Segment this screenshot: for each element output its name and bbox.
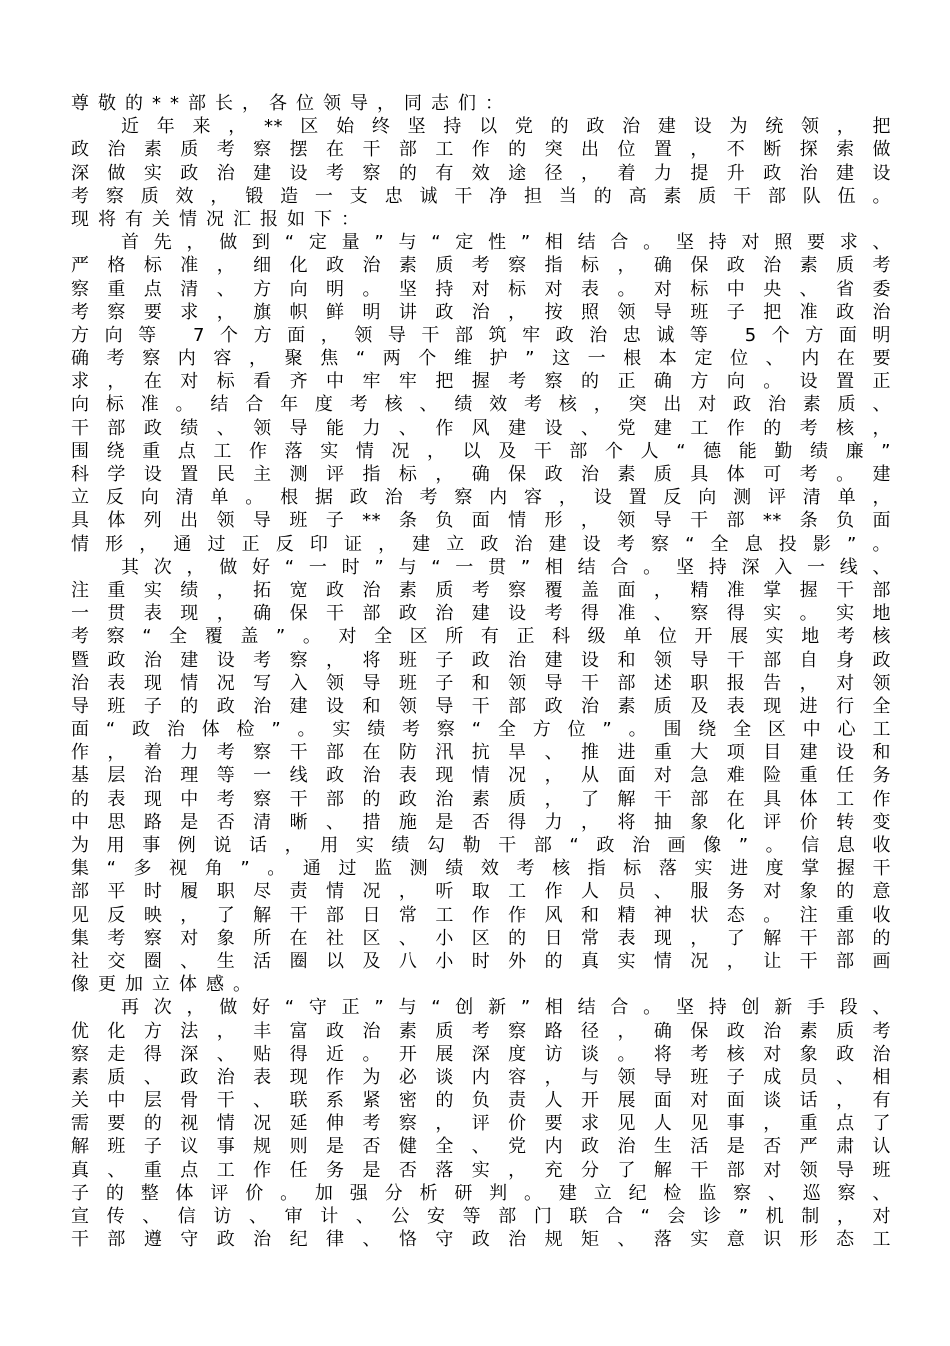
text-line: 确考察内容，聚焦“两个维护”这一根本定位、内在要 <box>71 348 891 370</box>
text-line: 干部遵守政治纪律、恪守政治规矩、落实意识形态工 <box>71 1229 891 1251</box>
text-line: 求，在对标看齐中牢牢把握考察的正确方向。设置正 <box>71 371 891 393</box>
text-line: 向标准。结合年度考核、绩效考核，突出对政治素质、 <box>71 394 891 416</box>
text-line: 关中层骨干、联系紧密的负责人开展面对面谈话，有 <box>71 1090 891 1112</box>
text-line: 集“多视角”。通过监测绩效考核指标落实进度掌握干 <box>71 858 891 880</box>
text-line: 素质、政治表现作为必谈内容，与领导班子成员、相 <box>71 1066 891 1088</box>
text-line: 面“政治体检”。实绩考察“全方位”。围绕全区中心工 <box>71 719 891 741</box>
text-line: 首先，做到“定量”与“定性”相结合。坚持对照要求、 <box>121 232 891 254</box>
text-line: 具体列出领导班子**条负面情形，领导干部**条负面 <box>71 510 891 532</box>
text-line: 再次，做好“守正”与“创新”相结合。坚持创新手段、 <box>121 997 891 1019</box>
text-line: 考察质效，锻造一支忠诚干净担当的高素质干部队伍。 <box>71 185 891 207</box>
text-line: 见反映，了解干部日常工作作风和精神状态。注重收 <box>71 904 891 926</box>
text-line: 集考察对象所在社区、小区的日常表现，了解干部的 <box>71 927 891 949</box>
text-line: 导班子的政治建设和领导干部政治素质及表现进行全 <box>71 695 891 717</box>
text-line: 子的整体评价。加强分析研判。建立纪检监察、巡察、 <box>71 1182 891 1204</box>
text-line: 严格标准，细化政治素质考察指标，确保政治素质考 <box>71 255 891 277</box>
text-line: 作，着力考察干部在防汛抗旱、推进重大项目建设和 <box>71 742 891 764</box>
text-line: 真、重点工作任务是否落实，充分了解干部对领导班 <box>71 1159 891 1181</box>
text-line: 一贯表现，确保干部政治建设考得准、察得实。实地 <box>71 603 891 625</box>
text-line: 暨政治建设考察，将班子政治建设和领导干部自身政 <box>71 649 891 671</box>
text-line: 基层治理等一线政治表现情况，从面对急难险重任务 <box>71 765 891 787</box>
text-line: 像更加立体感。 <box>71 974 260 996</box>
text-line: 解班子议事规则是否健全、党内政治生活是否严肃认 <box>71 1136 891 1158</box>
text-line: 围绕重点工作落实情况，以及干部个人“德能勤绩廉” <box>71 440 891 462</box>
text-line: 注重实绩，拓宽政治素质考察覆盖面，精准掌握干部 <box>71 579 891 601</box>
text-line: 现将有关情况汇报如下： <box>71 208 368 230</box>
text-line: 政治素质考察摆在干部工作的突出位置，不断探索做 <box>71 139 891 161</box>
text-line: 部平时履职尽责情况，听取工作人员、服务对象的意 <box>71 881 891 903</box>
text-line: 尊敬的**部长，各位领导，同志们： <box>71 93 512 114</box>
text-line: 治表现情况写入领导班子和领导干部述职报告，对领 <box>71 672 891 694</box>
text-line: 需要的视情况延伸考察，评价要求见人见事，重点了 <box>71 1113 891 1135</box>
text-line: 近年来，**区始终坚持以党的政治建设为统领，把 <box>121 116 891 138</box>
text-line: 察重点清、方向明。坚持对标对表。对标中央、省委 <box>71 278 891 300</box>
text-line: 立反向清单。根据政治考察内容，设置反向测评清单， <box>71 487 891 509</box>
text-line: 情形，通过正反印证，建立政治建设考察“全息投影”。 <box>71 533 891 555</box>
text-line: 中思路是否清晰、措施是否得力，将抽象化评价转变 <box>71 811 891 833</box>
text-line: 考察“全覆盖”。对全区所有正科级单位开展实地考核 <box>71 626 891 648</box>
text-line: 方向等 7个方面，领导干部筑牢政治忠诚等 5个方面明 <box>71 324 891 346</box>
text-line: 宣传、信访、审计、公安等部门联合“会诊”机制，对 <box>71 1206 891 1227</box>
document-body <box>71 92 891 1251</box>
text-line: 优化方法，丰富政治素质考察路径，确保政治素质考 <box>71 1020 891 1042</box>
text-line: 考察要求，旗帜鲜明讲政治，按照领导班子把准政治 <box>71 301 891 323</box>
text-line: 社交圈、生活圈以及八小时外的真实情况，让干部画 <box>71 950 891 972</box>
text-line: 察走得深、贴得近。开展深度访谈。将考核对象政治 <box>71 1043 891 1065</box>
text-line: 为用事例说话，用实绩勾勒干部“政治画像”。信息收 <box>71 835 891 856</box>
text-line: 其次，做好“一时”与“一贯”相结合。坚持深入一线、 <box>121 556 891 578</box>
text-line: 深做实政治建设考察的有效途径，着力提升政治建设 <box>71 162 891 184</box>
text-line: 科学设置民主测评指标，确保政治素质具体可考。建 <box>71 464 891 485</box>
text-line: 的表现中考察干部的政治素质，了解干部在具体工作 <box>71 788 891 810</box>
text-line: 干部政绩、领导能力、作风建设、党建工作的考核， <box>71 417 891 439</box>
